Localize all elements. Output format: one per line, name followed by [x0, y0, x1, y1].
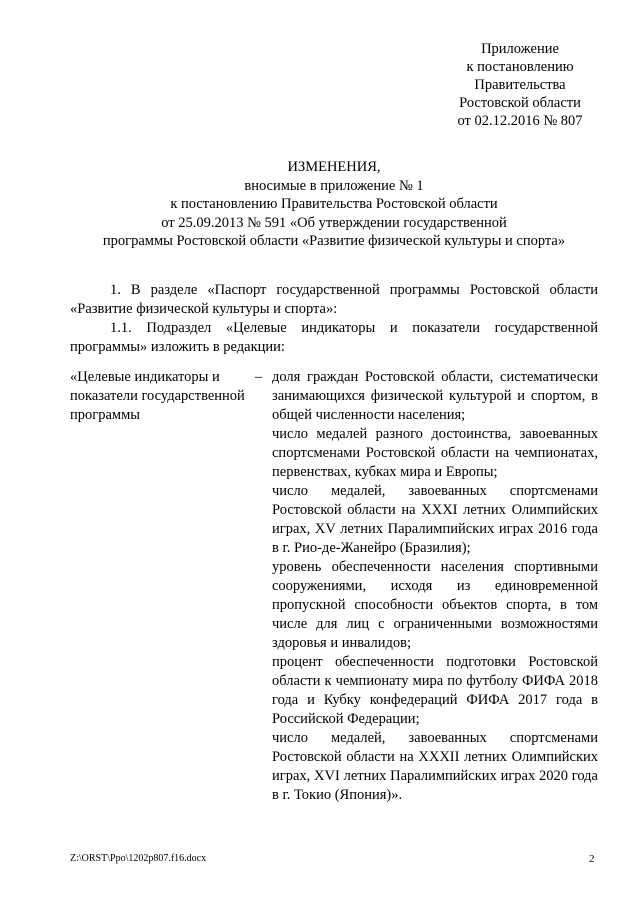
approval-line-2: к постановлению	[466, 59, 574, 75]
passport-label-line-1: «Целевые индикаторы и	[70, 369, 220, 385]
heading-line-5: программы Ростовской области «Развитие физической культуры и спорта»	[102, 233, 566, 249]
indicator-item: число медалей, завоеванных спортсменами Ростовской области на XXXII летних Олимпийских играх, XVI летних Паралимпийских играх 2020 года в г. Токио (Япония)».	[272, 730, 598, 803]
document-heading	[70, 158, 598, 251]
indicator-item: число медалей разного достоинства, завоеванных спортсменами Ростовской области на чемпионатах, первенствах, кубках мира и Европы;	[272, 426, 598, 480]
indicator-item: уровень обеспеченности населения спортивными сооружениями, исходя из единовременной пропускной способности объектов спорта, в том числе для лиц с ограниченными возможностями здоровья и инвалидов;	[272, 559, 598, 651]
body-paragraph-2: 1.1. Подраздел «Целевые индикаторы и показатели государственной программы» изложить в редакции:	[70, 320, 598, 355]
indicator-item: доля граждан Ростовской области, систематически занимающихся физической культурой и спортом, в общей численности населения;	[272, 369, 598, 423]
indicator-item: число медалей, завоеванных спортсменами Ростовской области на XXXI летних Олимпийских играх, XV летних Паралимпийских играх 2016 года в г. Рио-де-Жанейро (Бразилия);	[272, 483, 598, 556]
passport-label-line-2: показатели государственной	[70, 388, 245, 404]
indicator-item: процент обеспеченности подготовки Ростовской области к чемпионату мира по футболу ФИФА 2018 года и Кубку конфедераций ФИФА 2017 года в Российской Федерации;	[272, 654, 598, 727]
approval-line-3: Правительства	[474, 77, 566, 93]
heading-line-3: к постановлению Правительства Ростовской области	[170, 196, 498, 212]
approval-line-4: Ростовской области	[459, 95, 581, 111]
body-paragraph-1: 1. В разделе «Паспорт государственной программы Ростовской области «Развитие физической культуры и спорта»:	[70, 282, 598, 317]
heading-line-4: от 25.09.2013 № 591 «Об утверждении государственной	[161, 214, 507, 231]
passport-label-line-3: программы	[70, 407, 140, 423]
passport-row-dash: –	[255, 369, 263, 385]
approval-line-1: Приложение	[481, 41, 559, 57]
heading-title: ИЗМЕНЕНИЯ,	[287, 159, 381, 175]
passport-row-label	[70, 368, 263, 425]
heading-line-2: вносимые в приложение № 1	[244, 177, 424, 194]
footer-file-path: Z:\ORST\Ppo\1202p807.f16.docx	[70, 853, 207, 864]
approval-block	[420, 40, 620, 130]
footer-page-number: 2	[589, 853, 595, 865]
indicator-list	[272, 368, 598, 805]
approval-line-5: от 02.12.2016 № 807	[457, 113, 583, 129]
